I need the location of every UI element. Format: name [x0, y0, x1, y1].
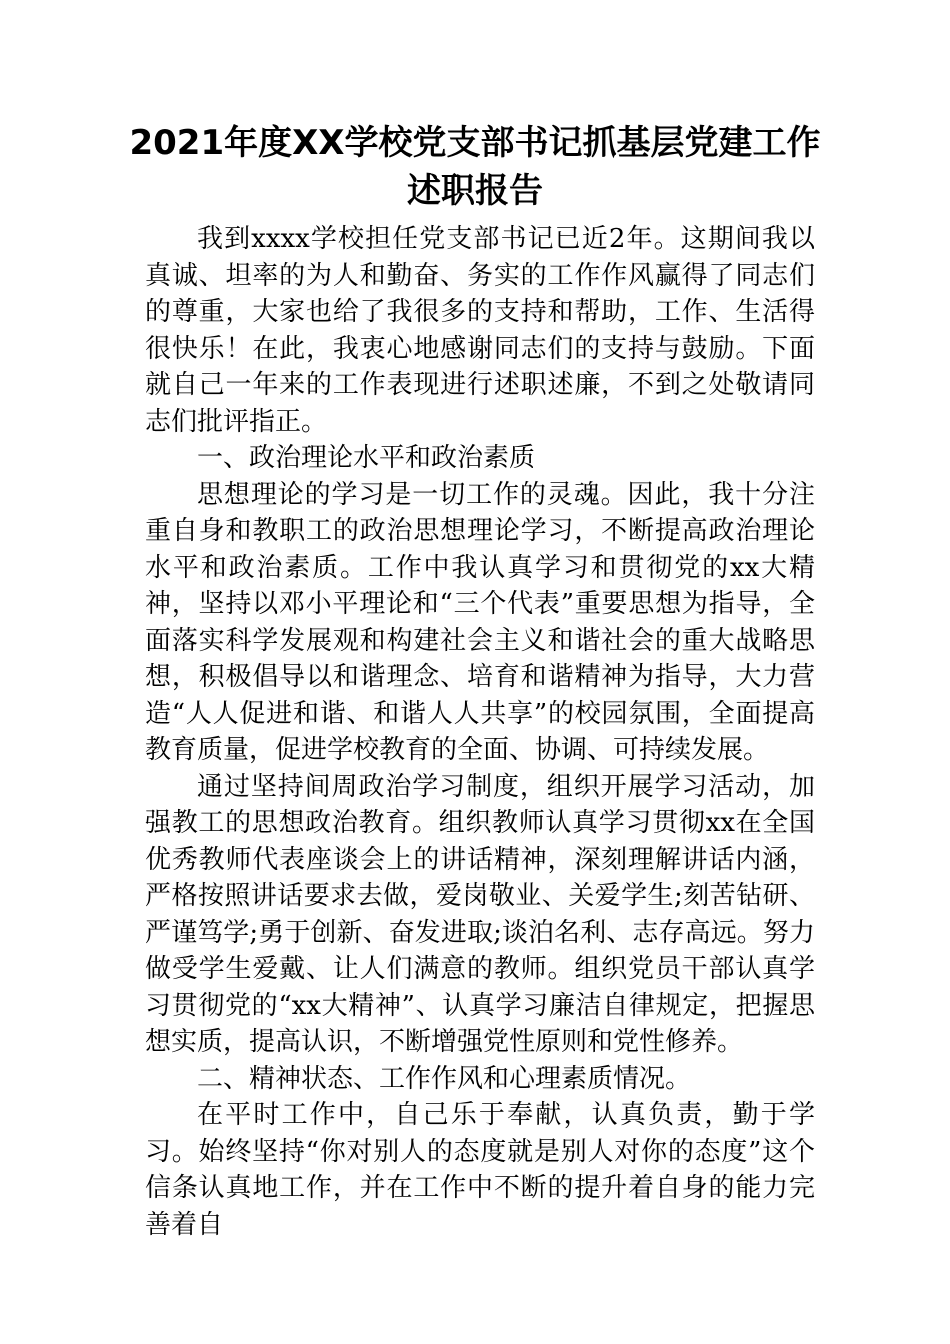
paragraph-political-education: 通过坚持间周政治学习制度，组织开展学习活动，加强教工的思想政治教育。组织教师认真学习贯彻xx在全国优秀教师代表座谈会上的讲话精神，深刻理解讲话内涵，严格按照讲话要求去做，爱岗敬业、关爱学生;刻苦钻研、严谨笃学;勇于创新、奋发进取;谈泊名利、志存高远。努力做受学生爱戴、让人们满意的教师。组织党员干部认真学习贯彻党的“xx大精神”、认真学习廉洁自律规定，把握思想实质，提高认识，不断增强党性原则和党性修养。: [145, 771, 815, 1057]
document-title-line-2: 述职报告: [407, 171, 543, 211]
paragraph-theory-study: 思想理论的学习是一切工作的灵魂。因此，我十分注重自身和教职工的政治思想理论学习，不断提高政治理论水平和政治素质。工作中我认真学习和贯彻党的xx大精神，坚持以邓小平理论和“三个代表”重要思想为指导，全面落实科学发展观和构建社会主义和谐社会的重大战略思想，积极倡导以和谐理念、培育和谐精神为指导，大力营造“人人促进和谐、和谐人人共享”的校园氛围，全面提高教育质量，促进学校教育的全面、协调、可持续发展。: [145, 479, 815, 765]
document-body: [145, 221, 815, 1243]
paragraph-work-attitude: 在平时工作中，自己乐于奉献，认真负责，勤于学习。始终坚持“你对别人的态度就是别人对你的态度”这个信条认真地工作，并在工作中不断的提升着自身的能力完善着自: [145, 1100, 815, 1240]
document-title-line-1: 2021年度XX学校党支部书记抓基层党建工作: [129, 123, 821, 163]
section-heading-2: 二、精神状态、工作作风和心理素质情况。: [197, 1063, 692, 1094]
paragraph-intro: 我到xxxx学校担任党支部书记已近2年。这期间我以真诚、坦率的为人和勤奋、务实的工作作风赢得了同志们的尊重，大家也给了我很多的支持和帮助，工作、生活得很快乐！在此，我衷心地感谢同志们的支持与鼓励。下面就自己一年来的工作表现进行述职述廉，不到之处敬请同志们批评指正。: [145, 224, 815, 437]
section-heading-1: 一、政治理论水平和政治素质: [197, 443, 536, 473]
